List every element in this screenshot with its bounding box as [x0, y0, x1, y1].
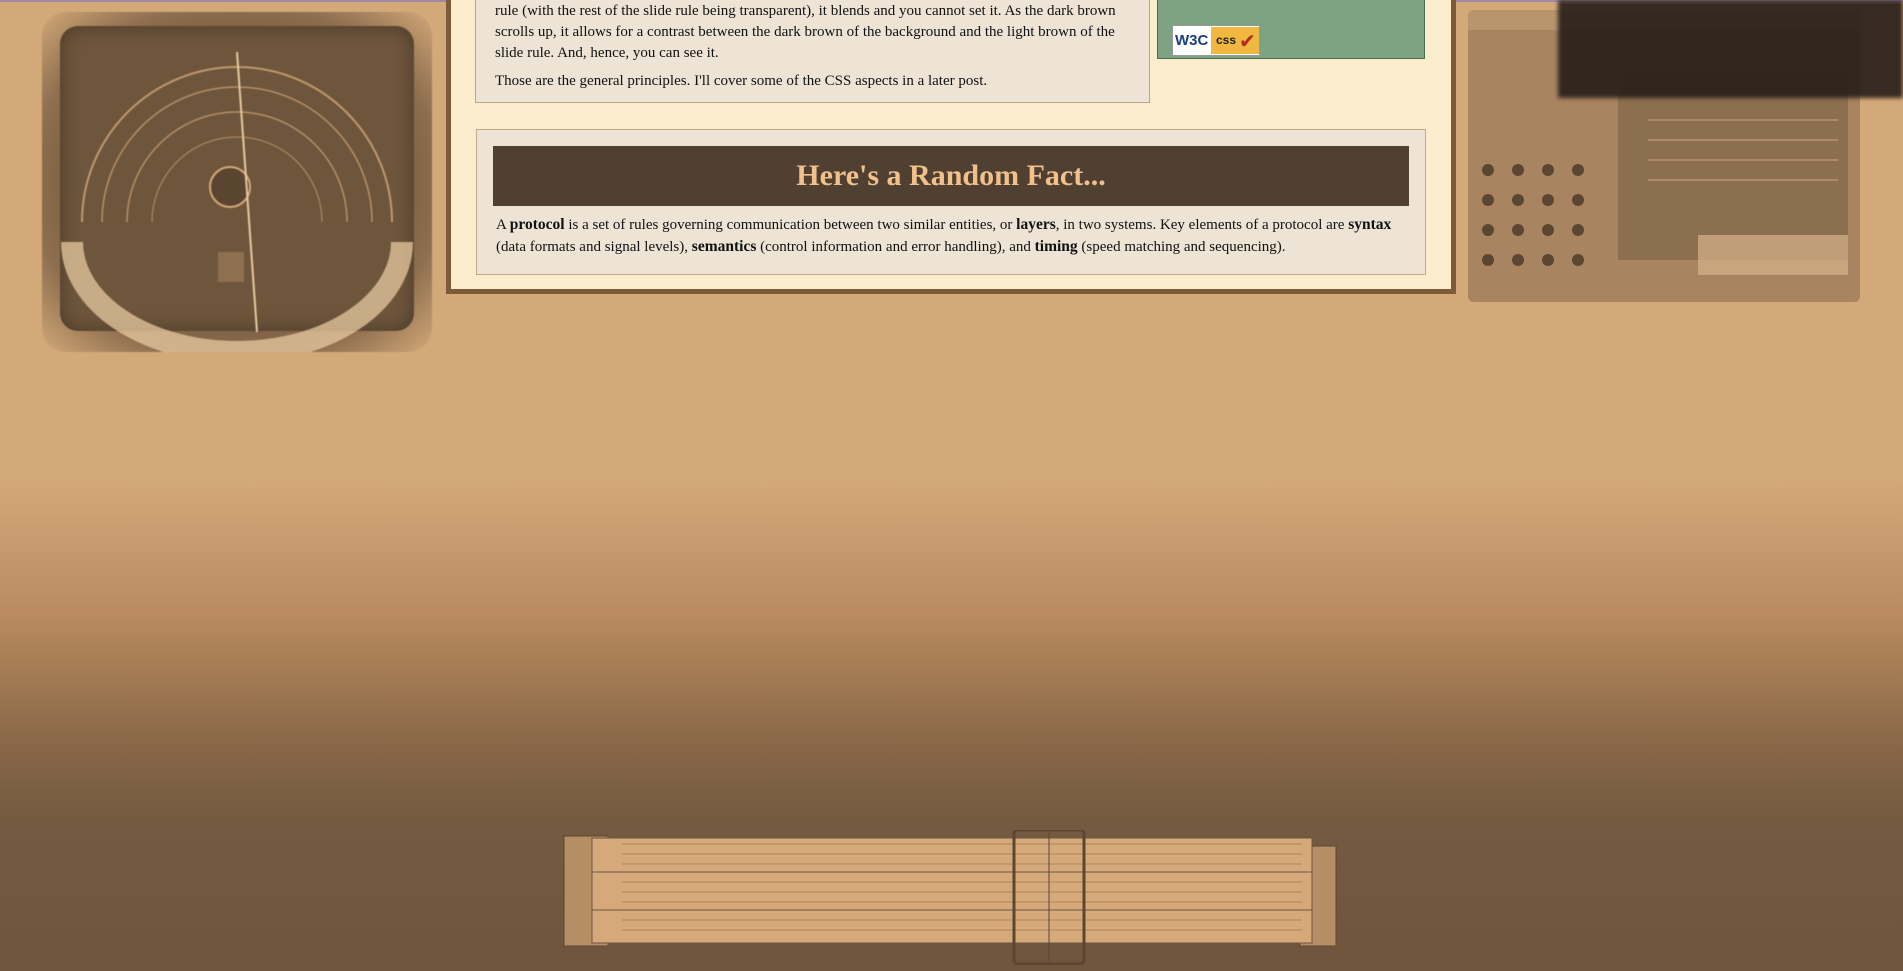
fact-text-segment: is a set of rules governing communication between two similar entities, or — [564, 217, 1017, 233]
sidebar-box — [1157, 0, 1425, 59]
post-paragraph: Those are the general principles. I'll cover some of the CSS aspects in a later post. — [495, 73, 988, 89]
radio-dial-image — [42, 12, 432, 352]
css-label: css — [1211, 27, 1259, 54]
fact-text-segment: (data formats and signal levels), — [496, 239, 692, 255]
fact-text-segment: (speed matching and sequencing). — [1077, 239, 1286, 255]
fact-term: semantics — [691, 238, 757, 255]
random-fact-heading: Here's a Random Fact... — [493, 146, 1409, 206]
checkmark-icon: ✔ — [1239, 31, 1256, 53]
post-content — [475, 0, 1150, 103]
radio-dial-graphic — [42, 12, 432, 352]
fact-term: layers — [1016, 216, 1056, 233]
fact-text-segment: (control information and error handling), and — [756, 239, 1035, 255]
dark-overlay-panel — [1558, 0, 1903, 98]
slide-rule-image — [562, 830, 1342, 965]
slide-rule-graphic — [562, 830, 1342, 965]
fact-term: timing — [1034, 238, 1078, 255]
post-paragraph: rule (with the rest of the slide rule being transparent), it blends and you cannot set it. As the dark brown scrolls up, it allows for a contrast between the dark brown of the background and the light brown of the slide rule. And, hence, you can see it. — [495, 3, 1116, 61]
random-fact-text — [496, 214, 1408, 258]
w3c-logo: W3C — [1175, 32, 1209, 49]
valid-css-badge[interactable] — [1172, 25, 1260, 56]
fact-text-segment: A — [496, 217, 510, 233]
fact-term: protocol — [509, 216, 565, 233]
fact-text-segment: , in two systems. Key elements of a protocol are — [1055, 217, 1349, 233]
random-fact-box — [476, 129, 1426, 275]
fact-term: syntax — [1348, 216, 1392, 233]
